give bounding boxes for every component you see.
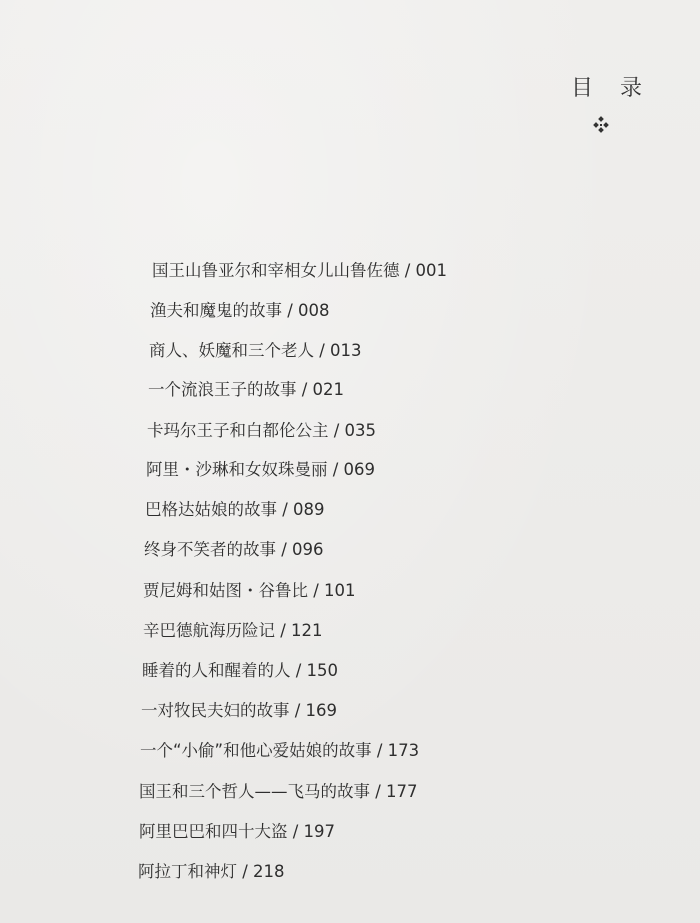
- toc-entry[interactable]: 贾尼姆和姑图・谷鲁比 / 101: [143, 581, 356, 600]
- toc-entry[interactable]: 巴格达姑娘的故事 / 089: [145, 500, 325, 519]
- toc-entry[interactable]: 辛巴德航海历险记 / 121: [143, 621, 323, 640]
- toc-entry[interactable]: 阿里・沙琳和女奴珠曼丽 / 069: [146, 460, 376, 479]
- toc-entry[interactable]: 睡着的人和醒着的人 / 150: [142, 661, 339, 680]
- toc-entry[interactable]: 终身不笑者的故事 / 096: [144, 540, 324, 559]
- toc-entry[interactable]: 国王山鲁亚尔和宰相女儿山鲁佐德 / 001: [152, 261, 448, 280]
- toc-entry[interactable]: 一对牧民夫妇的故事 / 169: [141, 701, 338, 720]
- toc-entry[interactable]: 一个“小偷”和他心爱姑娘的故事 / 173: [140, 741, 420, 760]
- toc-entry[interactable]: 渔夫和魔鬼的故事 / 008: [150, 301, 330, 320]
- toc-entry[interactable]: 阿里巴巴和四十大盗 / 197: [139, 822, 336, 841]
- toc-entry[interactable]: 阿拉丁和神灯 / 218: [138, 862, 285, 881]
- toc-entry[interactable]: 卡玛尔王子和白都伦公主 / 035: [147, 421, 377, 440]
- toc-entry[interactable]: 国王和三个哲人——飞马的故事 / 177: [139, 782, 418, 801]
- toc-entry[interactable]: 一个流浪王子的故事 / 021: [148, 380, 345, 399]
- toc-entry[interactable]: 商人、妖魔和三个老人 / 013: [149, 341, 362, 360]
- page-title: 目 录: [571, 76, 652, 101]
